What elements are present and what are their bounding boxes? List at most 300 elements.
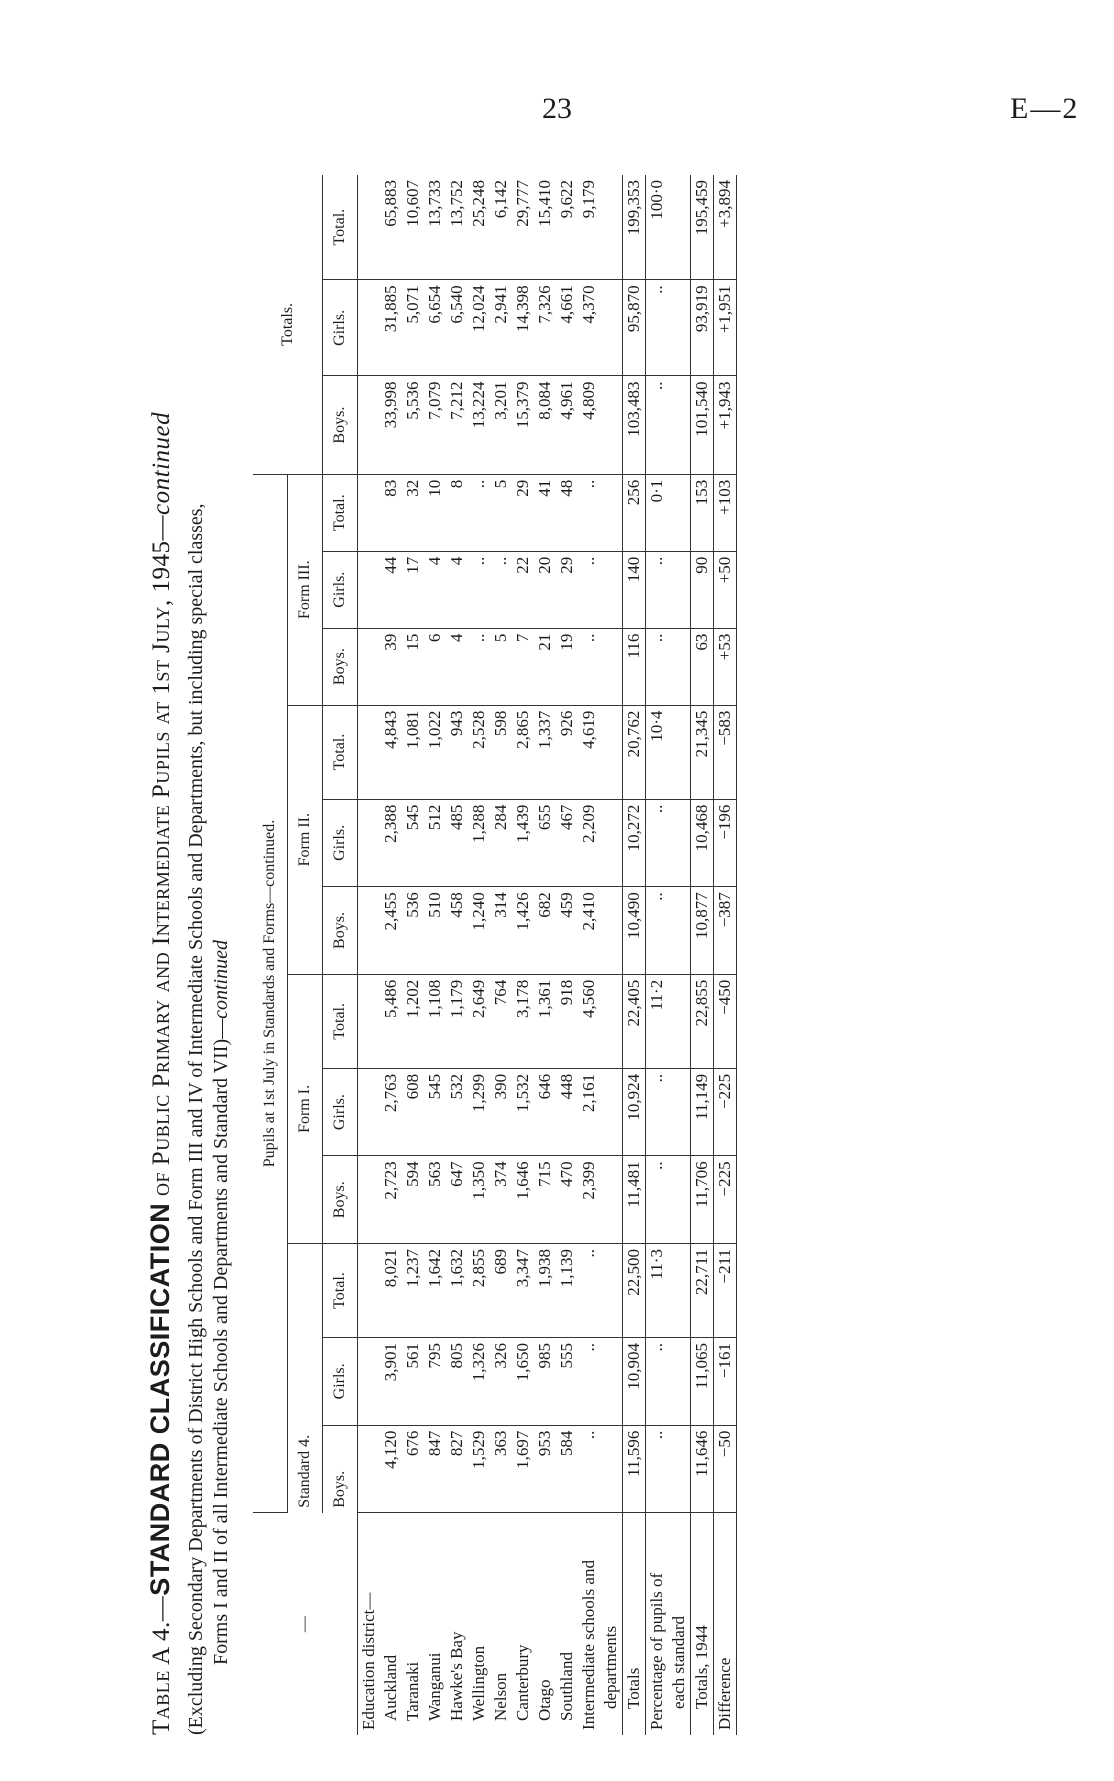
table-cell: +50 [714, 551, 737, 628]
table-cell: .. [578, 1338, 600, 1426]
table-cell: 0·1 [646, 474, 669, 551]
table-cell [668, 1244, 691, 1338]
sub-header: Boys. [323, 1156, 358, 1244]
table-cell: .. [468, 551, 490, 628]
table-row [402, 175, 424, 1735]
table-cell [358, 1425, 381, 1513]
table-cell: 4,370 [578, 280, 600, 376]
table-cell: 2,399 [578, 1156, 600, 1244]
table-cell: 510 [424, 887, 446, 975]
table-cell: 22,500 [623, 1244, 646, 1338]
page-code: E—2 [1010, 92, 1080, 125]
table-cell: .. [646, 628, 669, 705]
table-cell: 532 [446, 1068, 468, 1156]
table-cell: 458 [446, 887, 468, 975]
table-cell: 2,455 [380, 887, 402, 975]
row-label: Intermediate schools and [579, 1560, 598, 1730]
table-cell: 10,877 [691, 887, 714, 975]
sub-header: Boys. [323, 1425, 358, 1513]
table-cell: 985 [534, 1338, 556, 1426]
page-number: 23 [542, 92, 572, 125]
table-cell: 11,596 [623, 1425, 646, 1513]
table-cell [358, 628, 381, 705]
table-cell: 15 [402, 628, 424, 705]
table-cell: 3,901 [380, 1338, 402, 1426]
table-cell: 100·0 [646, 175, 669, 280]
table-cell: 199,353 [623, 175, 646, 280]
table-cell: 1,532 [512, 1068, 534, 1156]
table-row [534, 175, 556, 1735]
table-cell: 1,697 [512, 1425, 534, 1513]
table-cell: 646 [534, 1068, 556, 1156]
table-cell: 1,202 [402, 974, 424, 1068]
title-continued: continued [148, 411, 175, 515]
table-cell: 93,919 [691, 280, 714, 376]
table-cell: −196 [714, 799, 737, 887]
table-cell: 4,661 [556, 280, 578, 376]
table-cell: 1,426 [512, 887, 534, 975]
table-row [623, 175, 646, 1735]
table-cell: 827 [446, 1425, 468, 1513]
table-cell: 11,706 [691, 1156, 714, 1244]
table-row [646, 175, 669, 1735]
table-row [578, 175, 600, 1735]
table-cell: 8,084 [534, 376, 556, 474]
table-cell: 1,139 [556, 1244, 578, 1338]
table-cell: 2,161 [578, 1068, 600, 1156]
table-cell: 363 [490, 1425, 512, 1513]
table-cell: 1,632 [446, 1244, 468, 1338]
table-cell: 512 [424, 799, 446, 887]
table-cell: 15,410 [534, 175, 556, 280]
section-header-standard-4: Standard 4. [288, 1244, 323, 1513]
table-cell: 10,272 [623, 799, 646, 887]
table-cell: −583 [714, 705, 737, 799]
table-cell: 326 [490, 1338, 512, 1426]
table-cell: .. [578, 1425, 600, 1513]
table-cell [358, 280, 381, 376]
table-cell: 29 [512, 474, 534, 551]
sub-header: Boys. [323, 887, 358, 975]
row-label: each standard [669, 1616, 688, 1709]
table-cell: 6,540 [446, 280, 468, 376]
table-cell: .. [646, 376, 669, 474]
table-cell: 11,149 [691, 1068, 714, 1156]
table-cell: 470 [556, 1156, 578, 1244]
table-title [145, 175, 176, 1735]
table-cell: .. [468, 474, 490, 551]
table-cell [668, 280, 691, 376]
table-cell [668, 1338, 691, 1426]
table-cell: 4,619 [578, 705, 600, 799]
table-cell: 5 [490, 628, 512, 705]
table-row [512, 175, 534, 1735]
sub-header: Total. [323, 705, 358, 799]
table-cell: 11,646 [691, 1425, 714, 1513]
table-cell: .. [578, 628, 600, 705]
subtitle-line-2-text: Forms I and II of all Intermediate Schools and Departments and Standard VII)— [210, 1018, 232, 1665]
table-cell: 10,607 [402, 175, 424, 280]
title-prefix: Table A 4.— [148, 1595, 175, 1735]
table-cell: 689 [490, 1244, 512, 1338]
table-cell [600, 376, 623, 474]
table-cell: 103,483 [623, 376, 646, 474]
table-cell [600, 551, 623, 628]
table-cell: 284 [490, 799, 512, 887]
table-cell: 7,212 [446, 376, 468, 474]
table-cell [358, 1244, 381, 1338]
table-cell: .. [646, 887, 669, 975]
table-cell: 20,762 [623, 705, 646, 799]
table-cell: 485 [446, 799, 468, 887]
classification-table [253, 175, 737, 1735]
table-cell [600, 799, 623, 887]
table-cell: 22,405 [623, 974, 646, 1068]
table-cell: 4 [446, 551, 468, 628]
table-cell: 8 [446, 474, 468, 551]
table-cell [668, 474, 691, 551]
table-cell: 12,024 [468, 280, 490, 376]
table-cell: 83 [380, 474, 402, 551]
table-cell: 3,201 [490, 376, 512, 474]
table-row [691, 175, 714, 1735]
table-cell: 1,108 [424, 974, 446, 1068]
sub-header: Total. [323, 474, 358, 551]
table-cell: 10,490 [623, 887, 646, 975]
totals-header: Totals. [253, 175, 323, 474]
sub-header: Girls. [323, 280, 358, 376]
table-cell: .. [578, 474, 600, 551]
subtitle-continued: continued [210, 940, 232, 1019]
table-cell: 594 [402, 1156, 424, 1244]
table-cell: 19 [556, 628, 578, 705]
table-cell: 2,209 [578, 799, 600, 887]
table-row [380, 175, 402, 1735]
table-cell: 584 [556, 1425, 578, 1513]
table-cell: 1,022 [424, 705, 446, 799]
table-cell: 2,723 [380, 1156, 402, 1244]
stub-header: — [253, 1513, 358, 1735]
row-label: Canterbury [513, 1644, 532, 1721]
table-cell: .. [578, 1244, 600, 1338]
table-cell: .. [646, 1068, 669, 1156]
table-cell: 95,870 [623, 280, 646, 376]
table-cell [358, 974, 381, 1068]
table-cell: 39 [380, 628, 402, 705]
table-cell: 9,622 [556, 175, 578, 280]
group-header: Pupils at 1st July in Standards and Forms—continued. [253, 474, 288, 1513]
table-cell: 3,347 [512, 1244, 534, 1338]
table-cell: 31,885 [380, 280, 402, 376]
table-cell: 10·4 [646, 705, 669, 799]
table-cell [668, 376, 691, 474]
table-cell: 598 [490, 705, 512, 799]
table-cell: −161 [714, 1338, 737, 1426]
table-row [358, 175, 381, 1735]
table-cell: 10,904 [623, 1338, 646, 1426]
table-cell: 5,071 [402, 280, 424, 376]
table-cell [668, 1425, 691, 1513]
table-cell: 1,350 [468, 1156, 490, 1244]
header-row-group [253, 175, 288, 1735]
table-cell: 5,536 [402, 376, 424, 474]
table-cell: 10,924 [623, 1068, 646, 1156]
sub-header: Total. [323, 1244, 358, 1338]
table-cell: 2,388 [380, 799, 402, 887]
table-cell [668, 628, 691, 705]
table-cell: 13,752 [446, 175, 468, 280]
table-cell: 90 [691, 551, 714, 628]
table-cell: 918 [556, 974, 578, 1068]
table-cell [600, 175, 623, 280]
table-cell: 29 [556, 551, 578, 628]
table-cell [668, 551, 691, 628]
title-rest: of Public Primary and Intermediate Pupils at 1st July, 1945— [148, 514, 175, 1196]
table-cell: 33,998 [380, 376, 402, 474]
row-label: Auckland [381, 1654, 400, 1721]
table-cell: 25,248 [468, 175, 490, 280]
row-label: Education district— [359, 1592, 378, 1730]
table-cell: .. [646, 799, 669, 887]
section-header-form-2: Form II. [288, 705, 323, 974]
table-cell: .. [646, 1425, 669, 1513]
table-cell: 6 [424, 628, 446, 705]
table-cell: 5 [490, 474, 512, 551]
table-cell: 21,345 [691, 705, 714, 799]
table-cell [668, 705, 691, 799]
table-cell [600, 474, 623, 551]
table-cell: 8,021 [380, 1244, 402, 1338]
table-cell [600, 1338, 623, 1426]
table-cell: 1,237 [402, 1244, 424, 1338]
table-cell [600, 887, 623, 975]
table-cell: 676 [402, 1425, 424, 1513]
table-cell: 943 [446, 705, 468, 799]
table-cell: 1,646 [512, 1156, 534, 1244]
table-cell: 65,883 [380, 175, 402, 280]
table-cell: 647 [446, 1156, 468, 1244]
sub-header: Girls. [323, 799, 358, 887]
table-cell: −225 [714, 1068, 737, 1156]
table-cell [358, 799, 381, 887]
table-cell: 4,809 [578, 376, 600, 474]
table-cell: 3,178 [512, 974, 534, 1068]
table-cell: 2,528 [468, 705, 490, 799]
subtitle-line-1: (Excluding Secondary Departments of District High Schools and Form III and IV of Intermediate Schools and Departments, but including special classes, [185, 503, 207, 1735]
table-cell: 2,941 [490, 280, 512, 376]
rotated-table-area [145, 175, 985, 1735]
table-cell: 2,763 [380, 1068, 402, 1156]
table-cell: 29,777 [512, 175, 534, 280]
table-cell: 11,065 [691, 1338, 714, 1426]
table-cell: 10 [424, 474, 446, 551]
table-cell: 11·3 [646, 1244, 669, 1338]
table-cell: 20 [534, 551, 556, 628]
table-cell [600, 1156, 623, 1244]
table-row [490, 175, 512, 1735]
table-cell: 256 [623, 474, 646, 551]
table-row [600, 175, 623, 1735]
table-cell [668, 1156, 691, 1244]
table-cell [600, 1244, 623, 1338]
table-cell: 682 [534, 887, 556, 975]
table-cell [600, 974, 623, 1068]
table-cell: 926 [556, 705, 578, 799]
table-cell: 374 [490, 1156, 512, 1244]
table-cell: 17 [402, 551, 424, 628]
table-cell [668, 887, 691, 975]
table-cell: 2,865 [512, 705, 534, 799]
table-cell: 1,529 [468, 1425, 490, 1513]
row-label: Percentage of pupils of [646, 1513, 669, 1735]
table-cell: 7,079 [424, 376, 446, 474]
table-cell [358, 175, 381, 280]
table-cell: 22,855 [691, 974, 714, 1068]
table-cell: 4,560 [578, 974, 600, 1068]
table-cell [600, 705, 623, 799]
table-cell: 555 [556, 1338, 578, 1426]
table-cell: 22 [512, 551, 534, 628]
table-cell [600, 1068, 623, 1156]
table-cell: 101,540 [691, 376, 714, 474]
table-cell [668, 175, 691, 280]
section-header-form-1: Form I. [288, 974, 323, 1243]
row-label: Taranaki [403, 1661, 422, 1721]
row-label: Nelson [491, 1672, 510, 1721]
table-cell: 805 [446, 1338, 468, 1426]
table-cell: +3,894 [714, 175, 737, 280]
table-cell [358, 887, 381, 975]
table-cell: .. [578, 551, 600, 628]
table-cell: 116 [623, 628, 646, 705]
table-cell [668, 799, 691, 887]
table-cell: 11,481 [623, 1156, 646, 1244]
table-cell: 6,142 [490, 175, 512, 280]
table-cell: 655 [534, 799, 556, 887]
table-cell [600, 280, 623, 376]
table-cell: 545 [402, 799, 424, 887]
table-cell: 14,398 [512, 280, 534, 376]
table-row [714, 175, 737, 1735]
table-cell: 4 [446, 628, 468, 705]
table-cell: 22,711 [691, 1244, 714, 1338]
table-cell: 2,855 [468, 1244, 490, 1338]
table-cell: −50 [714, 1425, 737, 1513]
table-cell: 1,299 [468, 1068, 490, 1156]
table-cell [358, 376, 381, 474]
table-cell: +1,943 [714, 376, 737, 474]
table-cell [358, 705, 381, 799]
table-cell: .. [490, 551, 512, 628]
table-body [358, 175, 737, 1735]
table-cell: 1,240 [468, 887, 490, 975]
table-cell: 140 [623, 551, 646, 628]
table-cell: −450 [714, 974, 737, 1068]
table-cell: 5,486 [380, 974, 402, 1068]
table-cell: 764 [490, 974, 512, 1068]
table-cell: 545 [424, 1068, 446, 1156]
table-cell: 2,410 [578, 887, 600, 975]
table-cell: 41 [534, 474, 556, 551]
table-cell: 4 [424, 551, 446, 628]
row-label: Southland [557, 1652, 576, 1721]
table-cell: +103 [714, 474, 737, 551]
sub-header: Boys. [323, 376, 358, 474]
table-cell [358, 1156, 381, 1244]
table-cell: 459 [556, 887, 578, 975]
table-cell: 13,224 [468, 376, 490, 474]
table-row [424, 175, 446, 1735]
table-cell: −225 [714, 1156, 737, 1244]
sub-header: Total. [323, 974, 358, 1068]
section-header-form-3: Form III. [288, 474, 323, 705]
table-cell: 715 [534, 1156, 556, 1244]
table-cell: 1,288 [468, 799, 490, 887]
table-cell: 1,439 [512, 799, 534, 887]
table-cell: 847 [424, 1425, 446, 1513]
table-cell [358, 474, 381, 551]
row-label: Wellington [469, 1645, 488, 1721]
table-cell [600, 628, 623, 705]
table-cell [358, 1338, 381, 1426]
row-label: Wanganui [425, 1652, 444, 1721]
table-cell: 1,081 [402, 705, 424, 799]
table-cell: .. [646, 280, 669, 376]
table-cell: 1,337 [534, 705, 556, 799]
table-cell: 953 [534, 1425, 556, 1513]
table-cell: 195,459 [691, 175, 714, 280]
table-cell: 4,961 [556, 376, 578, 474]
table-cell: .. [646, 551, 669, 628]
row-label: departments [601, 1625, 620, 1709]
table-cell: 1,642 [424, 1244, 446, 1338]
table-cell: 44 [380, 551, 402, 628]
table-cell [358, 551, 381, 628]
table-cell: 448 [556, 1068, 578, 1156]
table-cell: 9,179 [578, 175, 600, 280]
table-cell: .. [646, 1338, 669, 1426]
table-cell: 63 [691, 628, 714, 705]
row-label: Difference [714, 1513, 737, 1735]
table-cell: 1,938 [534, 1244, 556, 1338]
table-row [668, 175, 691, 1735]
table-cell: 795 [424, 1338, 446, 1426]
row-label: Totals, 1944 [691, 1513, 714, 1735]
table-row [556, 175, 578, 1735]
table-cell: 536 [402, 887, 424, 975]
table-cell: +1,951 [714, 280, 737, 376]
subtitle-line-2 [210, 940, 233, 1665]
table-cell: 390 [490, 1068, 512, 1156]
sub-header: Boys. [323, 628, 358, 705]
table-cell: 561 [402, 1338, 424, 1426]
table-cell: 32 [402, 474, 424, 551]
table-row [468, 175, 490, 1735]
header-row-sub [323, 175, 358, 1735]
table-cell: −387 [714, 887, 737, 975]
table-cell: 7 [512, 628, 534, 705]
table-row [446, 175, 468, 1735]
table-cell: 1,650 [512, 1338, 534, 1426]
table-cell: 608 [402, 1068, 424, 1156]
table-cell: 13,733 [424, 175, 446, 280]
table-cell: 21 [534, 628, 556, 705]
table-cell: 6,654 [424, 280, 446, 376]
row-label: Totals [623, 1513, 646, 1735]
table-cell: 2,649 [468, 974, 490, 1068]
table-cell: 15,379 [512, 376, 534, 474]
table-cell [668, 974, 691, 1068]
